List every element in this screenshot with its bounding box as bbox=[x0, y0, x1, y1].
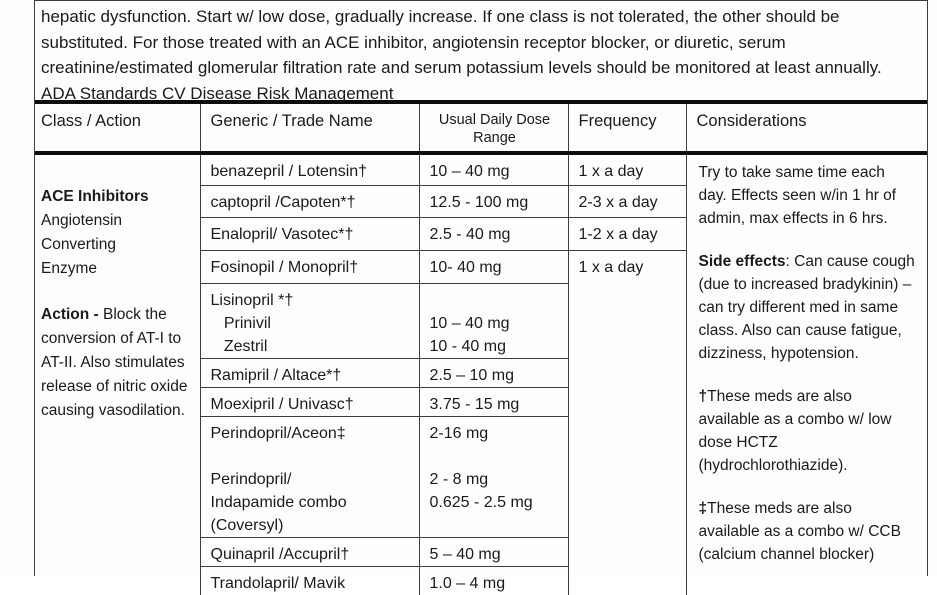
action-paragraph bbox=[41, 303, 190, 423]
dose-line: 10 - 40 mg bbox=[429, 337, 506, 355]
dose-line: 10 – 40 mg bbox=[429, 314, 510, 332]
frequency-cell: 1-2 x a day bbox=[568, 217, 686, 250]
content-frame bbox=[34, 0, 928, 592]
generic-name-cell: captopril /Capoten*† bbox=[200, 185, 419, 217]
spacer bbox=[41, 281, 190, 303]
dose-cell: 2.5 - 40 mg bbox=[419, 217, 568, 250]
col-header-class-action: Class / Action bbox=[35, 102, 200, 153]
table-row bbox=[35, 153, 927, 185]
dose-cell: 12.5 - 100 mg bbox=[419, 185, 568, 217]
consideration-paragraph bbox=[699, 250, 918, 365]
dose-line bbox=[430, 445, 560, 468]
dose-line: 2-16 mg bbox=[429, 424, 489, 442]
medication-table bbox=[35, 100, 927, 595]
header-row bbox=[35, 102, 927, 153]
col-header-dose-range: Usual Daily Dose Range bbox=[419, 102, 568, 153]
dose-cell: 10- 40 mg bbox=[419, 250, 568, 283]
consideration-paragraph bbox=[699, 497, 918, 566]
side-effects-label: Side effects bbox=[698, 253, 786, 270]
consideration-paragraph bbox=[699, 385, 918, 477]
generic-name-cell: Quinapril /Accupril† bbox=[200, 537, 419, 566]
class-action-cell bbox=[35, 153, 200, 595]
col-header-frequency: Frequency bbox=[568, 102, 686, 153]
considerations-cell bbox=[686, 153, 927, 595]
generic-name-cell: Enalopril/ Vasotec*† bbox=[200, 217, 419, 250]
side-effects-text: : Can cause cough (due to increased bradykinin) – can try different med in same class. Also can cause fatigue, dizziness, hypotension. bbox=[698, 253, 915, 362]
frequency-cell: 1 x a day bbox=[568, 250, 686, 595]
drug-line: Perindopril/ bbox=[210, 470, 292, 488]
dose-cell: 1.0 – 4 mg bbox=[419, 566, 568, 595]
generic-name-cell: Moexipril / Univasc† bbox=[200, 387, 419, 416]
class-subtitle-line: Enzyme bbox=[41, 260, 97, 277]
dagger-note-text: These meds are also available as a combo w/ low dose HCTZ (hydrochlorothiazide). bbox=[698, 388, 892, 474]
dose-cell bbox=[419, 283, 568, 358]
drug-line: Zestril bbox=[210, 337, 268, 355]
drug-line bbox=[211, 445, 411, 468]
generic-name-cell: Ramipril / Altace*† bbox=[200, 358, 419, 387]
consideration-paragraph: Try to take same time each day. Effects seen w/in 1 hr of admin, max effects in 6 hrs. bbox=[698, 164, 897, 227]
double-dagger-symbol: ‡ bbox=[698, 500, 708, 517]
dose-line: 2 - 8 mg bbox=[429, 470, 489, 488]
generic-name-cell: Fosinopil / Monopril† bbox=[200, 250, 419, 283]
frequency-cell: 2-3 x a day bbox=[568, 185, 686, 217]
class-title: ACE Inhibitors bbox=[41, 188, 149, 205]
dose-cell: 3.75 - 15 mg bbox=[419, 387, 568, 416]
col-header-considerations: Considerations bbox=[686, 102, 927, 153]
col-header-generic-trade: Generic / Trade Name bbox=[200, 102, 419, 153]
drug-line: Lisinopril *† bbox=[210, 291, 294, 309]
generic-name-cell: benazepril / Lotensin† bbox=[200, 153, 419, 185]
dose-cell bbox=[419, 416, 568, 537]
dose-cell: 10 – 40 mg bbox=[419, 153, 568, 185]
generic-name-cell: Trandolapril/ Mavik bbox=[200, 566, 419, 595]
double-dagger-note-text: These meds are also available as a combo w/ CCB (calcium channel blocker) bbox=[698, 500, 901, 563]
dagger-symbol: † bbox=[698, 388, 708, 405]
drug-line: Perindopril/Aceon‡ bbox=[210, 424, 346, 442]
action-text: Block the conversion of AT-I to AT-II. Also stimulates release of nitric oxide causing vasodilation. bbox=[41, 306, 188, 419]
intro-paragraph: hepatic dysfunction. Start w/ low dose, gradually increase. If one class is not tolerated, the other should be substituted. For those treated with an ACE inhibitor, angiotensin receptor blocker, or diuretic, serum creatinine/estimated glomerular filtration rate and serum potassium levels should be monitored at least annually. ADA Standards CV Disease Risk Management bbox=[41, 7, 882, 103]
class-subtitle-line: Converting bbox=[41, 236, 116, 253]
dose-line: 0.625 - 2.5 mg bbox=[429, 493, 533, 511]
class-subtitle-line: Angiotensin bbox=[41, 212, 123, 229]
generic-name-cell bbox=[200, 283, 419, 358]
drug-line: Prinivil bbox=[210, 314, 271, 332]
frequency-cell: 1 x a day bbox=[568, 153, 686, 185]
generic-name-cell bbox=[200, 416, 419, 537]
dose-line bbox=[430, 289, 560, 312]
dose-cell: 5 – 40 mg bbox=[419, 537, 568, 566]
dose-cell: 2.5 – 10 mg bbox=[419, 358, 568, 387]
drug-line: (Coversyl) bbox=[210, 516, 284, 534]
drug-line: Indapamide combo bbox=[210, 493, 347, 511]
action-label: Action - bbox=[41, 306, 103, 323]
